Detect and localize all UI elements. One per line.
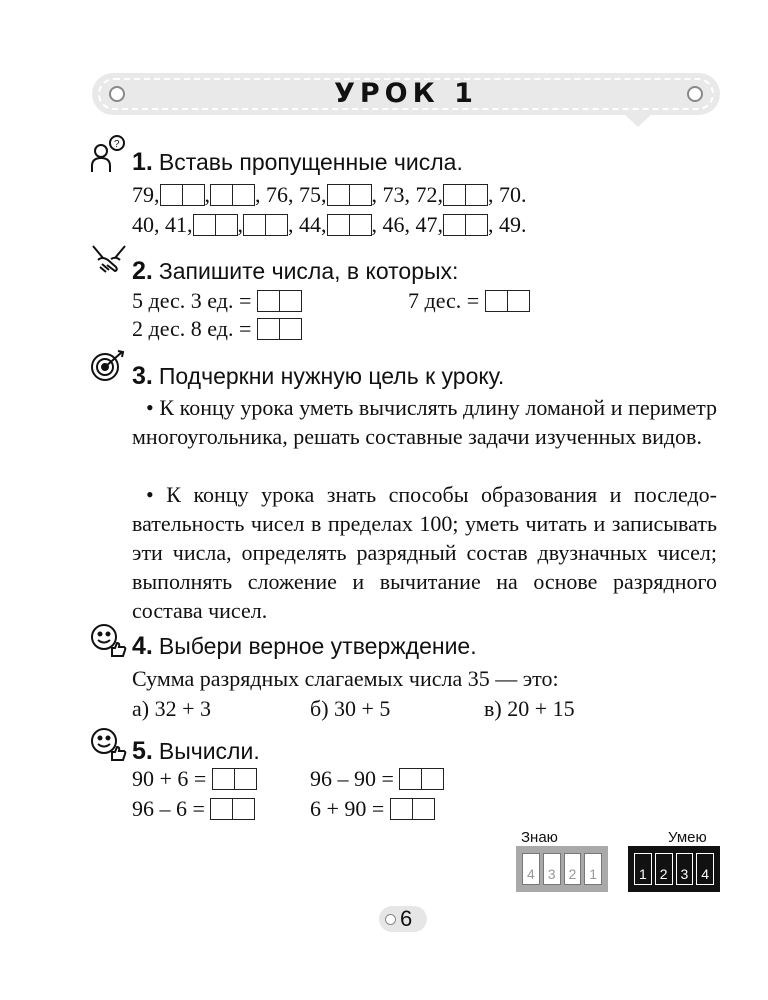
answer-box[interactable] <box>327 214 372 236</box>
task-3-heading: 3. Подчеркни нужную цель к уроку. <box>132 362 505 390</box>
smiley-thumbs-up-icon <box>90 726 128 764</box>
task-1-row-2: 40, 41, , , 44, , 46, 47, , 49. <box>132 212 527 237</box>
task-2-item-1: 5 дес. 3 ед. = <box>132 288 302 314</box>
lesson-banner <box>92 73 720 115</box>
goal-option-1[interactable]: • К концу урока уметь вычислять длину ломаной и периметр многоугольника, решать составные задачи изученных видов. <box>132 395 717 449</box>
know-cell[interactable]: 4 <box>522 853 540 885</box>
answer-box[interactable] <box>257 318 302 340</box>
answer-option-a[interactable]: а) 32 + 3 <box>132 696 211 721</box>
answer-box[interactable] <box>443 214 488 236</box>
answer-box[interactable] <box>210 184 255 206</box>
answer-box[interactable] <box>210 798 255 820</box>
handshake-icon <box>90 242 128 278</box>
page-number: 6 <box>379 906 427 932</box>
answer-box[interactable] <box>243 214 288 236</box>
answer-box[interactable] <box>193 214 238 236</box>
know-cell[interactable]: 1 <box>584 853 602 885</box>
answer-box[interactable] <box>443 184 488 206</box>
task-4-question: Сумма разрядных слагаемых числа 35 — это: <box>132 666 559 691</box>
answer-box[interactable] <box>212 768 257 790</box>
can-scale <box>628 846 720 892</box>
svg-text:?: ? <box>114 139 120 150</box>
exercise-4: 6 + 90 = <box>310 796 435 822</box>
task-5-heading: 5. Вычисли. <box>132 737 260 765</box>
goal-option-2[interactable]: • К концу урока знать способы образования и последовательность чисел в пределах 100; уметь читать и записывать эти числа, определять разрядный состав двузначных чисел; выполнять сложение и вычитание на основе разрядного состава чисел. <box>132 482 717 623</box>
task-2-item-3: 2 дес. 8 ед. = <box>132 316 302 342</box>
thinking-person-icon <box>90 134 128 174</box>
know-scale <box>516 846 608 892</box>
target-icon <box>90 348 128 384</box>
know-cell[interactable]: 3 <box>543 853 561 885</box>
can-label: Умею <box>668 829 707 846</box>
answer-box[interactable] <box>257 290 302 312</box>
answer-box[interactable] <box>160 184 205 206</box>
answer-box[interactable] <box>390 798 435 820</box>
exercise-3: 96 – 6 = <box>132 796 255 822</box>
task-4-heading: 4. Выбери верное утверждение. <box>132 632 477 660</box>
answer-option-c[interactable]: в) 20 + 15 <box>484 696 575 721</box>
smiley-thumbs-up-icon <box>90 622 128 660</box>
can-cell[interactable]: 2 <box>655 853 673 885</box>
lesson-title: УРОК 1 <box>334 78 478 109</box>
task-2-heading: 2. Запишите числа, в которых: <box>132 257 459 285</box>
task-2-item-2: 7 дес. = <box>408 288 530 314</box>
exercise-1: 90 + 6 = <box>132 766 257 792</box>
answer-box[interactable] <box>327 184 372 206</box>
task-1-heading: 1. Вставь пропущенные числа. <box>132 148 463 176</box>
can-cell[interactable]: 3 <box>676 853 694 885</box>
exercise-2: 96 – 90 = <box>310 766 444 792</box>
task-1-row-1: 79, , , 76, 75, , 73, 72, , 70. <box>132 182 527 207</box>
know-label: Знаю <box>521 829 558 846</box>
answer-box[interactable] <box>399 768 444 790</box>
answer-option-b[interactable]: б) 30 + 5 <box>310 696 391 721</box>
answer-box[interactable] <box>485 290 530 312</box>
can-cell[interactable]: 1 <box>634 853 652 885</box>
know-cell[interactable]: 2 <box>564 853 582 885</box>
can-cell[interactable]: 4 <box>696 853 714 885</box>
